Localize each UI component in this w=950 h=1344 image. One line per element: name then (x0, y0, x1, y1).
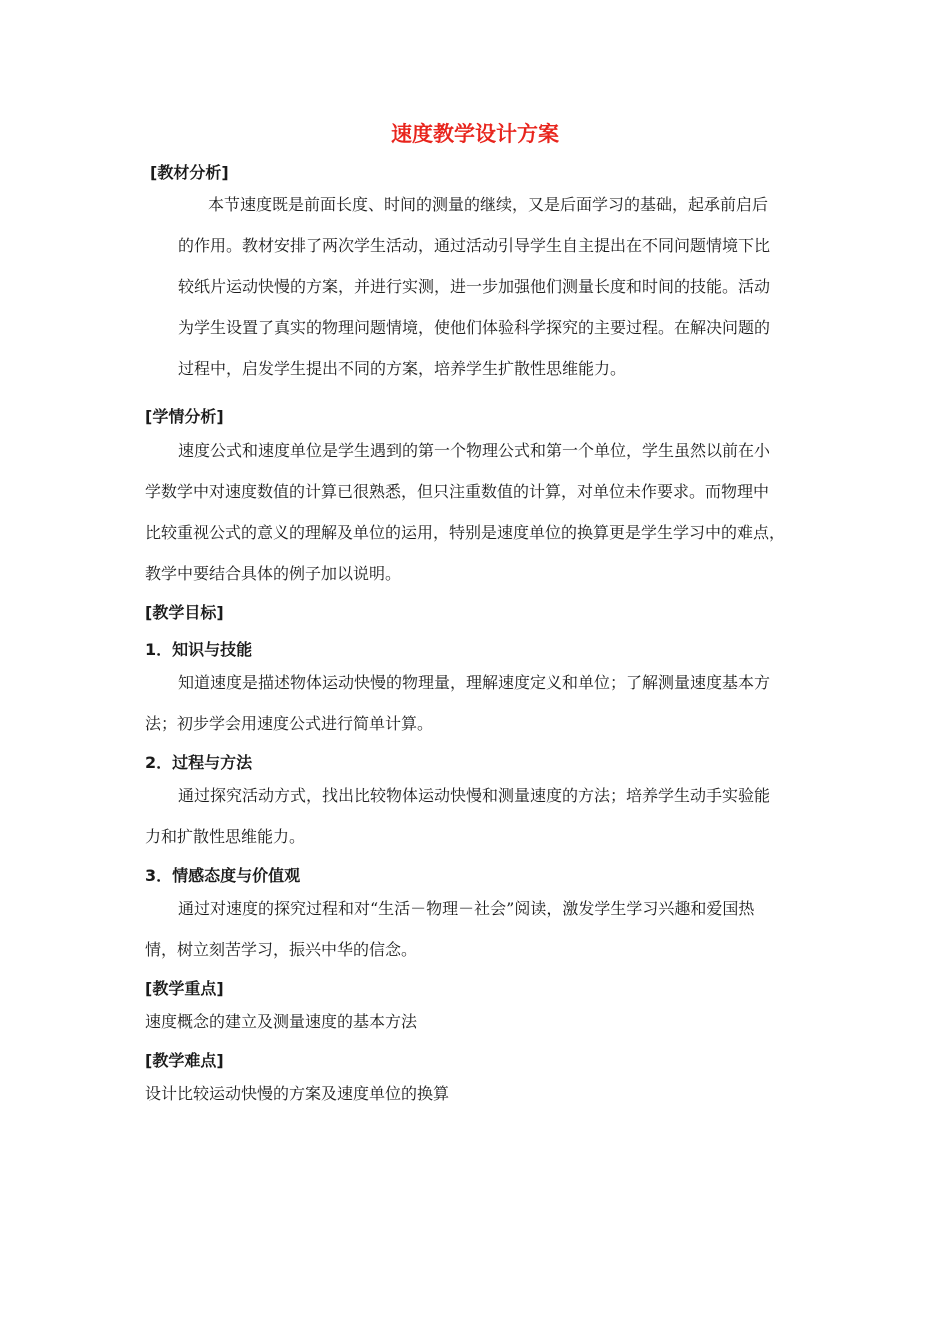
section-heading-objectives: [教学目标] (145, 603, 224, 622)
page-title: 速度教学设计方案 (391, 122, 559, 146)
section-heading-key-points: [教学重点] (145, 979, 224, 998)
paragraph-line: 学数学中对速度数值的计算已很熟悉，但只注重数值的计算，对单位未作要求。而物理中 (145, 482, 770, 501)
paragraph-line: 法；初步学会用速度公式进行简单计算。 (145, 714, 434, 733)
paragraph-line: 情，树立刻苦学习，振兴中华的信念。 (145, 940, 418, 959)
paragraph-line: 教学中要结合具体的例子加以说明。 (145, 564, 402, 583)
section-heading-student-analysis: [学情分析] (145, 407, 224, 426)
paragraph-line: 本节速度既是前面长度、时间的测量的继续，又是后面学习的基础，起承前启后 (208, 195, 769, 214)
paragraph-line: 过程中，启发学生提出不同的方案，培养学生扩散性思维能力。 (178, 359, 627, 378)
paragraph-line: 速度公式和速度单位是学生遇到的第一个物理公式和第一个单位，学生虽然以前在小 (178, 441, 771, 460)
paragraph-line: 为学生设置了真实的物理问题情境，使他们体验科学探究的主要过程。在解决问题的 (178, 318, 771, 337)
paragraph-line: 力和扩散性思维能力。 (145, 827, 306, 846)
section-heading-textbook-analysis: [教材分析] (150, 163, 229, 182)
subheading-process-methods: 2．过程与方法 (145, 753, 253, 772)
subheading-attitudes-values: 3．情感态度与价值观 (145, 866, 301, 885)
section-heading-difficulties: [教学难点] (145, 1051, 224, 1070)
paragraph-line: 较纸片运动快慢的方案，并进行实测，进一步加强他们测量长度和时间的技能。活动 (178, 277, 771, 296)
key-points-text: 速度概念的建立及测量速度的基本方法 (145, 1012, 418, 1031)
paragraph-line: 知道速度是描述物体运动快慢的物理量，理解速度定义和单位；了解测量速度基本方 (178, 673, 771, 692)
paragraph-line: 的作用。教材安排了两次学生活动，通过活动引导学生自主提出在不同问题情境下比 (178, 236, 771, 255)
paragraph-line: 通过探究活动方式，找出比较物体运动快慢和测量速度的方法；培养学生动手实验能 (178, 786, 771, 805)
difficulties-text: 设计比较运动快慢的方案及速度单位的换算 (145, 1084, 450, 1103)
paragraph-line: 通过对速度的探究过程和对“生活－物理－社会”阅读，激发学生学习兴趣和爱国热 (178, 899, 755, 918)
subheading-knowledge-skills: 1．知识与技能 (145, 640, 253, 659)
paragraph-line: 比较重视公式的意义的理解及单位的运用，特别是速度单位的换算更是学生学习中的难点， (145, 523, 786, 542)
